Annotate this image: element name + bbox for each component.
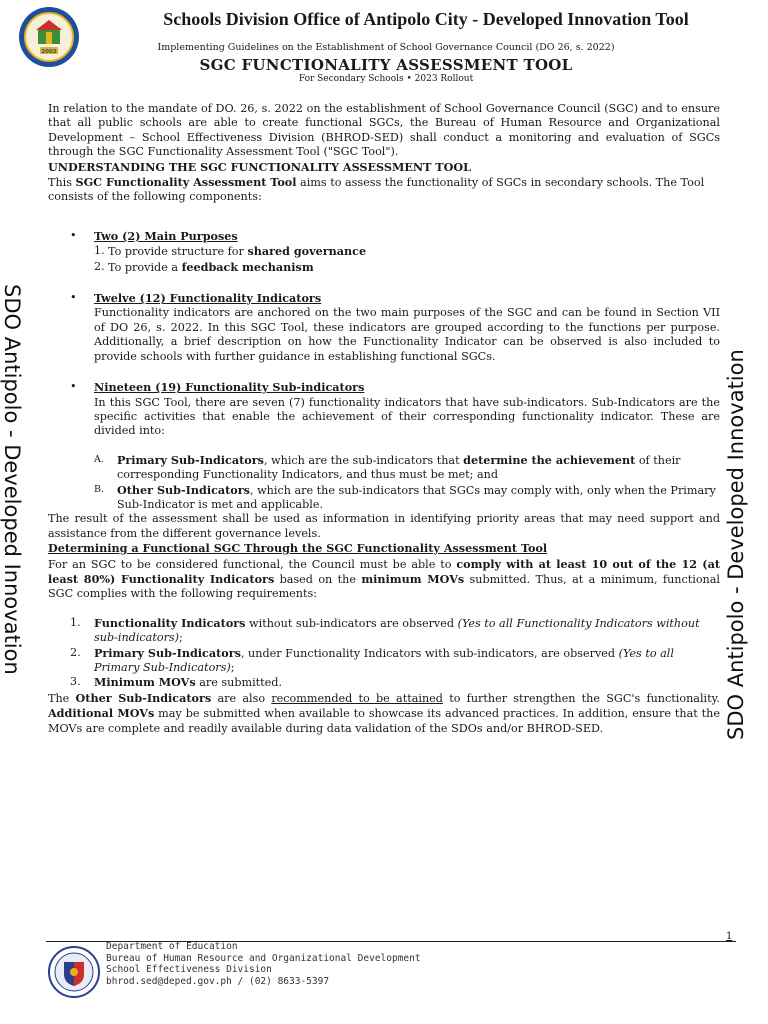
closing-bold: Other Sub-Indicators bbox=[75, 690, 212, 705]
list-text: To provide structure for bbox=[108, 245, 248, 259]
list-bold: Minimum MOVs bbox=[94, 675, 196, 690]
list-item bbox=[48, 675, 720, 690]
closing-text: to further strengthen the SGC's functionality. bbox=[442, 691, 720, 705]
list-text: without sub-indicators are observed bbox=[245, 616, 458, 630]
determining-bold: minimum MOVs bbox=[361, 571, 465, 586]
org-title: Schools Division Office of Antipolo City - Developed Innovation Tool bbox=[163, 9, 689, 29]
deped-seal-icon bbox=[48, 946, 100, 998]
determining-section bbox=[48, 541, 720, 602]
understanding-text-a: This bbox=[48, 176, 76, 190]
subindicators-heading: Nineteen (19) Functionality Sub-indicators bbox=[94, 380, 365, 395]
list-item bbox=[48, 646, 720, 676]
determining-text: based on the bbox=[274, 572, 362, 586]
bullet-dot: • bbox=[70, 228, 77, 242]
list-text: , which are the sub-indicators that SGCs may comply with, only when the Primary Sub-Indicator is met and applicable. bbox=[117, 483, 716, 511]
understanding-text-c: aims to assess the functionality of SGCs in secondary schools. The Tool consists of the following components: bbox=[48, 176, 705, 204]
purposes-heading: Two (2) Main Purposes bbox=[94, 228, 238, 243]
list-italic: (Yes to all Functionality Indicators without sub-indicators) bbox=[94, 616, 700, 645]
determining-bold: comply with at least 10 out of the 12 (at least 80%) Functionality Indicators bbox=[48, 556, 720, 586]
result-paragraph: The result of the assessment shall be used as information in identifying priority areas that may need support and assistance from the different governance levels. bbox=[48, 512, 720, 540]
indicators-bullet bbox=[48, 291, 720, 364]
subindicators-bullet bbox=[48, 380, 720, 439]
indicators-heading: Twelve (12) Functionality Indicators bbox=[94, 291, 322, 306]
list-text: To provide a bbox=[108, 260, 182, 274]
closing-text: may be submitted when available to showcase its advanced practices. In addition, ensure that the MOVs are complete and readily available during data validation of the SDOs and/or BHROD-SED. bbox=[48, 707, 720, 735]
list-item bbox=[48, 616, 720, 646]
list-bold: Primary Sub-Indicators bbox=[117, 452, 264, 467]
watermark-right: SDO Antipolo - Developed Innovation bbox=[724, 349, 748, 740]
list-bold: Other Sub-Indicators bbox=[117, 482, 250, 497]
understanding-section bbox=[48, 160, 720, 205]
deped-division-logo bbox=[18, 6, 80, 68]
list-bold: feedback mechanism bbox=[181, 259, 314, 274]
footer-line: Department of Education bbox=[106, 941, 238, 952]
list-text: , which are the sub-indicators that bbox=[263, 453, 464, 467]
footer-email: bhrod.sed@deped.gov.ph / (02) 8633-5397 bbox=[106, 975, 330, 987]
purposes-bullet bbox=[48, 229, 720, 244]
list-number: 2. bbox=[94, 259, 105, 273]
list-bold: shared governance bbox=[247, 244, 367, 259]
understanding-heading: UNDERSTANDING THE SGC FUNCTIONALITY ASSESSMENT TOOL bbox=[48, 159, 471, 174]
page-number: 1 bbox=[726, 931, 733, 942]
closing-text: The bbox=[48, 691, 76, 705]
list-end: ; bbox=[230, 661, 235, 674]
closing-bold: Additional MOVs bbox=[48, 706, 155, 721]
determining-text: submitted. Thus, at a minimum, functional SGC complies with the following requirements: bbox=[48, 572, 721, 601]
document-body bbox=[48, 102, 720, 736]
list-number: 3. bbox=[70, 675, 81, 689]
guideline-caption: Implementing Guidelines on the Establishment of School Governance Council (DO 26, s. 2022) bbox=[157, 42, 615, 53]
bullet-dot: • bbox=[70, 291, 77, 305]
list-item bbox=[94, 260, 720, 275]
list-item bbox=[94, 244, 720, 259]
closing-underline: recommended to be attained bbox=[271, 691, 443, 705]
subindicator-types-list bbox=[48, 453, 720, 513]
list-item bbox=[94, 483, 720, 513]
footer-address bbox=[106, 941, 421, 987]
determining-text: For an SGC to be considered functional, the Council must be able to bbox=[48, 557, 457, 571]
subindicators-text: In this SGC Tool, there are seven (7) functionality indicators that have sub-indicators. Sub-Indicators are the specific activities that enable the achievement of their corresponding functionality indicator. These are divided into: bbox=[94, 395, 720, 438]
understanding-text-bold: SGC Functionality Assessment Tool bbox=[75, 175, 297, 190]
list-bold: Functionality Indicators bbox=[94, 615, 246, 630]
indicators-text: Functionality indicators are anchored on the two main purposes of the SGC and can be found in Section VII of DO 26, s. 2022. In this SGC Tool, these indicators are grouped according to the functions per purpose. Additionally, a brief description on how the Functionality Indicator can be observed is also included to provide schools with further guidance in establishing functional SGCs. bbox=[94, 306, 720, 363]
list-number: 1. bbox=[70, 615, 81, 629]
requirements-list bbox=[48, 616, 720, 691]
list-letter: B. bbox=[94, 483, 105, 495]
list-italic: (Yes to all Primary Sub-Indicators) bbox=[94, 646, 674, 674]
svg-text:2002: 2002 bbox=[41, 48, 57, 55]
bullet-dot: • bbox=[70, 380, 77, 394]
determining-heading: Determining a Functional SGC Through the SGC Functionality Assessment Tool bbox=[48, 541, 548, 556]
list-bold: determine the achievement bbox=[463, 452, 636, 467]
list-text: of their corresponding Functionality Indicators, and thus must be met; and bbox=[117, 453, 681, 482]
list-number: 2. bbox=[70, 645, 81, 659]
closing-paragraph bbox=[48, 691, 720, 736]
list-letter: A. bbox=[94, 453, 104, 465]
footer-line: School Effectiveness Division bbox=[106, 964, 272, 976]
list-text: , under Functionality Indicators with sub-indicators, are observed bbox=[240, 646, 619, 660]
list-item bbox=[94, 453, 720, 483]
list-text: are submitted. bbox=[195, 676, 283, 690]
purposes-list bbox=[48, 244, 720, 275]
footer-line: Bureau of Human Resource and Organizational Development bbox=[106, 952, 421, 964]
closing-text: are also bbox=[211, 691, 272, 705]
tool-subtitle: For Secondary Schools • 2023 Rollout bbox=[298, 74, 474, 84]
tool-title: SGC FUNCTIONALITY ASSESSMENT TOOL bbox=[199, 56, 573, 74]
intro-paragraph: In relation to the mandate of DO. 26, s. 2022 on the establishment of School Governance Council (SGC) and to ensure that all public schools are able to create functional SGCs, the Bureau of Human Resource and Organizational Development – School Effectiveness Division (BHROD-SED) shall conduct a monitoring and evaluation of SGCs through the SGC Functionality Assessment Tool ("SGC Tool"). bbox=[48, 102, 720, 159]
list-bold: Primary Sub-Indicators bbox=[94, 645, 241, 660]
list-number: 1. bbox=[94, 244, 105, 258]
watermark-left: SDO Antipolo - Developed Innovation bbox=[0, 284, 24, 675]
list-end: ; bbox=[179, 631, 183, 645]
